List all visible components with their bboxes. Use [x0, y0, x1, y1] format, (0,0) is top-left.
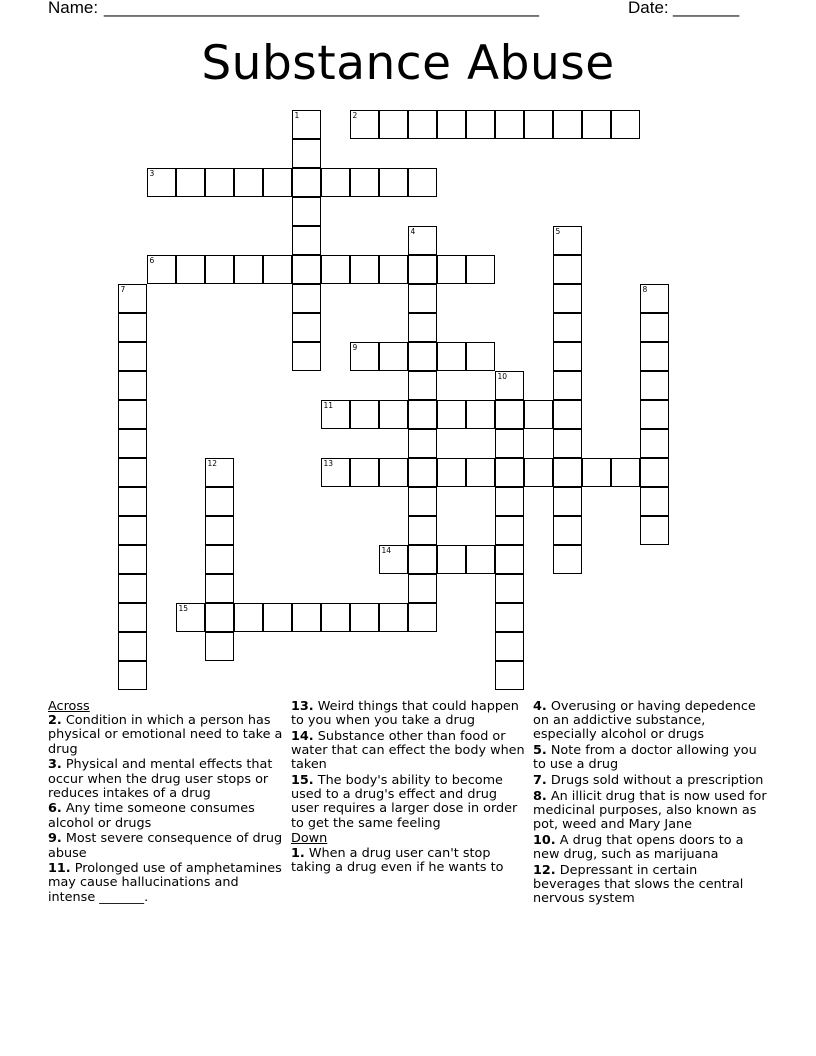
grid-cell[interactable]	[118, 487, 147, 516]
grid-cell[interactable]	[350, 342, 379, 371]
grid-cell[interactable]	[437, 545, 466, 574]
across-clue: 14. Substance other than food or water that can effect the body when taken	[291, 728, 525, 773]
clue-number: 13	[323, 459, 334, 468]
grid-cell[interactable]	[524, 400, 553, 429]
grid-cell[interactable]	[292, 342, 321, 371]
grid-cell[interactable]	[118, 661, 147, 690]
grid-cell[interactable]	[379, 400, 408, 429]
grid-cell[interactable]	[379, 545, 408, 574]
grid-cell[interactable]	[640, 371, 669, 400]
grid-cell[interactable]	[495, 632, 524, 661]
grid-cell[interactable]	[205, 545, 234, 574]
down-clue: 5. Note from a doctor allowing you to use a drug	[533, 743, 757, 773]
grid-cell[interactable]	[408, 110, 437, 139]
grid-cell[interactable]	[292, 603, 321, 632]
grid-cell[interactable]	[118, 458, 147, 487]
grid-cell[interactable]	[234, 255, 263, 284]
clue-number: 7	[120, 285, 126, 294]
clue-number: 1	[294, 111, 300, 120]
clue-number: 12	[207, 459, 218, 468]
grid-cell[interactable]	[408, 400, 437, 429]
across-clue: 3. Physical and mental effects that occur when the drug user stops or reduces intakes of a drug	[48, 757, 273, 801]
name-field[interactable]: ______________________________________________	[104, 0, 539, 17]
across-clue: 13. Weird things that could happen to you when you take a drug	[291, 699, 519, 729]
grid-cell[interactable]	[553, 487, 582, 516]
clue-number: 3	[149, 169, 155, 178]
grid-cell[interactable]	[437, 400, 466, 429]
clue-number: 9	[352, 343, 358, 352]
grid-cell[interactable]	[495, 371, 524, 400]
grid-cell[interactable]	[292, 168, 321, 197]
grid-cell[interactable]	[350, 400, 379, 429]
clue-column-2	[291, 700, 526, 876]
grid-cell[interactable]	[553, 110, 582, 139]
clue-number: 2	[352, 111, 358, 120]
grid-cell[interactable]	[640, 516, 669, 545]
grid-cell[interactable]	[437, 110, 466, 139]
down-heading: Down	[291, 831, 328, 847]
grid-cell[interactable]	[118, 400, 147, 429]
across-clue: 15. The body's ability to become used to a drug's effect and drug user requires a larger dose in order to get the same feeling	[291, 773, 518, 831]
grid-cell[interactable]	[466, 255, 495, 284]
date-field[interactable]: _______	[673, 0, 740, 17]
clue-number: 10	[497, 372, 508, 381]
grid-cell[interactable]	[350, 458, 379, 487]
grid-cell[interactable]	[553, 545, 582, 574]
grid-cell[interactable]	[263, 168, 292, 197]
grid-cell[interactable]	[553, 458, 582, 487]
grid-cell[interactable]	[408, 313, 437, 342]
clue-number: 15	[178, 604, 189, 613]
grid-cell[interactable]	[292, 110, 321, 139]
grid-cell[interactable]	[553, 371, 582, 400]
down-clue: 1. When a drug user can't stop taking a drug even if he wants to	[291, 845, 504, 875]
grid-cell[interactable]	[611, 110, 640, 139]
grid-cell[interactable]	[205, 603, 234, 632]
grid-cell[interactable]	[118, 284, 147, 313]
grid-cell[interactable]	[495, 516, 524, 545]
grid-cell[interactable]	[118, 313, 147, 342]
grid-cell[interactable]	[553, 255, 582, 284]
grid-cell[interactable]	[408, 487, 437, 516]
grid-cell[interactable]	[118, 371, 147, 400]
grid-cell[interactable]	[118, 632, 147, 661]
grid-cell[interactable]	[466, 400, 495, 429]
down-clue: 4. Overusing or having depedence on an addictive substance, especially alcohol or drugs	[533, 699, 756, 743]
grid-cell[interactable]	[379, 342, 408, 371]
grid-cell[interactable]	[408, 603, 437, 632]
grid-cell[interactable]	[495, 110, 524, 139]
grid-cell[interactable]	[640, 342, 669, 371]
grid-cell[interactable]	[292, 139, 321, 168]
grid-cell[interactable]	[205, 487, 234, 516]
grid-cell[interactable]	[147, 168, 176, 197]
clue-number: 14	[381, 546, 392, 555]
grid-cell[interactable]	[379, 603, 408, 632]
grid-cell[interactable]	[408, 284, 437, 313]
grid-cell[interactable]	[408, 458, 437, 487]
grid-cell[interactable]	[321, 458, 350, 487]
grid-cell[interactable]	[234, 168, 263, 197]
grid-cell[interactable]	[292, 197, 321, 226]
across-clue: 11. Prolonged use of amphetamines may cause hallucinations and intense _______.	[48, 861, 282, 905]
grid-cell[interactable]	[466, 458, 495, 487]
name-label: Name:	[48, 0, 99, 17]
grid-cell[interactable]	[408, 226, 437, 255]
grid-cell[interactable]	[553, 313, 582, 342]
grid-cell[interactable]	[408, 342, 437, 371]
grid-cell[interactable]	[408, 168, 437, 197]
grid-cell[interactable]	[495, 429, 524, 458]
down-clue: 10. A drug that opens doors to a new drug, such as marijuana	[533, 832, 744, 863]
grid-cell[interactable]	[495, 458, 524, 487]
grid-cell[interactable]	[118, 574, 147, 603]
grid-cell[interactable]	[408, 545, 437, 574]
grid-cell[interactable]	[205, 255, 234, 284]
grid-cell[interactable]	[263, 255, 292, 284]
grid-cell[interactable]	[640, 429, 669, 458]
grid-cell[interactable]	[350, 168, 379, 197]
down-clue: 7. Drugs sold without a prescription	[533, 773, 764, 789]
grid-cell[interactable]	[321, 255, 350, 284]
clue-number: 4	[410, 227, 416, 236]
grid-cell[interactable]	[408, 516, 437, 545]
grid-cell[interactable]	[437, 255, 466, 284]
grid-cell[interactable]	[379, 458, 408, 487]
clue-number: 8	[642, 285, 648, 294]
grid-cell[interactable]	[524, 458, 553, 487]
grid-cell[interactable]	[118, 603, 147, 632]
grid-cell[interactable]	[524, 110, 553, 139]
grid-cell[interactable]	[350, 110, 379, 139]
grid-cell[interactable]	[640, 487, 669, 516]
grid-cell[interactable]	[205, 516, 234, 545]
across-clue: 9. Most severe consequence of drug abuse	[48, 831, 283, 861]
grid-cell[interactable]	[118, 545, 147, 574]
clue-number: 11	[323, 401, 334, 410]
grid-cell[interactable]	[292, 313, 321, 342]
grid-cell[interactable]	[205, 632, 234, 661]
grid-cell[interactable]	[205, 574, 234, 603]
grid-cell[interactable]	[582, 458, 611, 487]
grid-cell[interactable]	[553, 429, 582, 458]
grid-cell[interactable]	[495, 400, 524, 429]
across-heading: Across	[48, 699, 90, 714]
grid-cell[interactable]	[147, 255, 176, 284]
grid-cell[interactable]	[379, 110, 408, 139]
page-title: Substance Abuse	[201, 36, 615, 91]
date-label: Date:	[628, 0, 669, 17]
grid-cell[interactable]	[437, 458, 466, 487]
clue-column-3	[533, 700, 768, 908]
grid-cell[interactable]	[466, 110, 495, 139]
grid-cell[interactable]	[408, 429, 437, 458]
grid-cell[interactable]	[582, 110, 611, 139]
grid-cell[interactable]	[553, 226, 582, 255]
grid-cell[interactable]	[321, 603, 350, 632]
grid-cell[interactable]	[234, 603, 263, 632]
header	[48, 0, 768, 20]
grid-cell[interactable]	[118, 516, 147, 545]
grid-cell[interactable]	[176, 255, 205, 284]
grid-cell[interactable]	[321, 400, 350, 429]
grid-cell[interactable]	[553, 342, 582, 371]
across-clue: 2. Condition in which a person has physical or emotional need to take a drug	[48, 713, 283, 757]
grid-cell[interactable]	[263, 603, 292, 632]
grid-cell[interactable]	[408, 255, 437, 284]
grid-cell[interactable]	[292, 255, 321, 284]
grid-cell[interactable]	[292, 284, 321, 313]
down-clue: 8. An illicit drug that is now used for medicinal purposes, also known as pot, weed and Mary Jane	[533, 788, 767, 833]
grid-cell[interactable]	[176, 168, 205, 197]
grid-cell[interactable]	[495, 574, 524, 603]
grid-cell[interactable]	[640, 400, 669, 429]
grid-cell[interactable]	[495, 661, 524, 690]
grid-cell[interactable]	[350, 255, 379, 284]
grid-cell[interactable]	[205, 168, 234, 197]
grid-cell[interactable]	[640, 458, 669, 487]
grid-cell[interactable]	[495, 603, 524, 632]
grid-cell[interactable]	[379, 168, 408, 197]
grid-cell[interactable]	[205, 458, 234, 487]
grid-cell[interactable]	[437, 342, 466, 371]
grid-cell[interactable]	[118, 429, 147, 458]
grid-cell[interactable]	[176, 603, 205, 632]
grid-cell[interactable]	[495, 545, 524, 574]
down-clue: 12. Depressant in certain beverages that slows the central nervous system	[533, 862, 744, 907]
grid-cell[interactable]	[466, 545, 495, 574]
grid-cell[interactable]	[640, 313, 669, 342]
grid-cell[interactable]	[292, 226, 321, 255]
grid-cell[interactable]	[611, 458, 640, 487]
grid-cell[interactable]	[118, 342, 147, 371]
grid-cell[interactable]	[553, 400, 582, 429]
clue-number: 6	[149, 256, 155, 265]
grid-cell[interactable]	[350, 603, 379, 632]
clue-number: 5	[555, 227, 561, 236]
grid-cell[interactable]	[553, 516, 582, 545]
grid-cell[interactable]	[640, 284, 669, 313]
clue-column-1	[48, 700, 283, 906]
grid-cell[interactable]	[321, 168, 350, 197]
grid-cell[interactable]	[408, 574, 437, 603]
grid-cell[interactable]	[379, 255, 408, 284]
grid-cell[interactable]	[466, 342, 495, 371]
grid-cell[interactable]	[553, 284, 582, 313]
across-clue: 6. Any time someone consumes alcohol or drugs	[48, 801, 255, 831]
grid-cell[interactable]	[495, 487, 524, 516]
grid-cell[interactable]	[408, 371, 437, 400]
